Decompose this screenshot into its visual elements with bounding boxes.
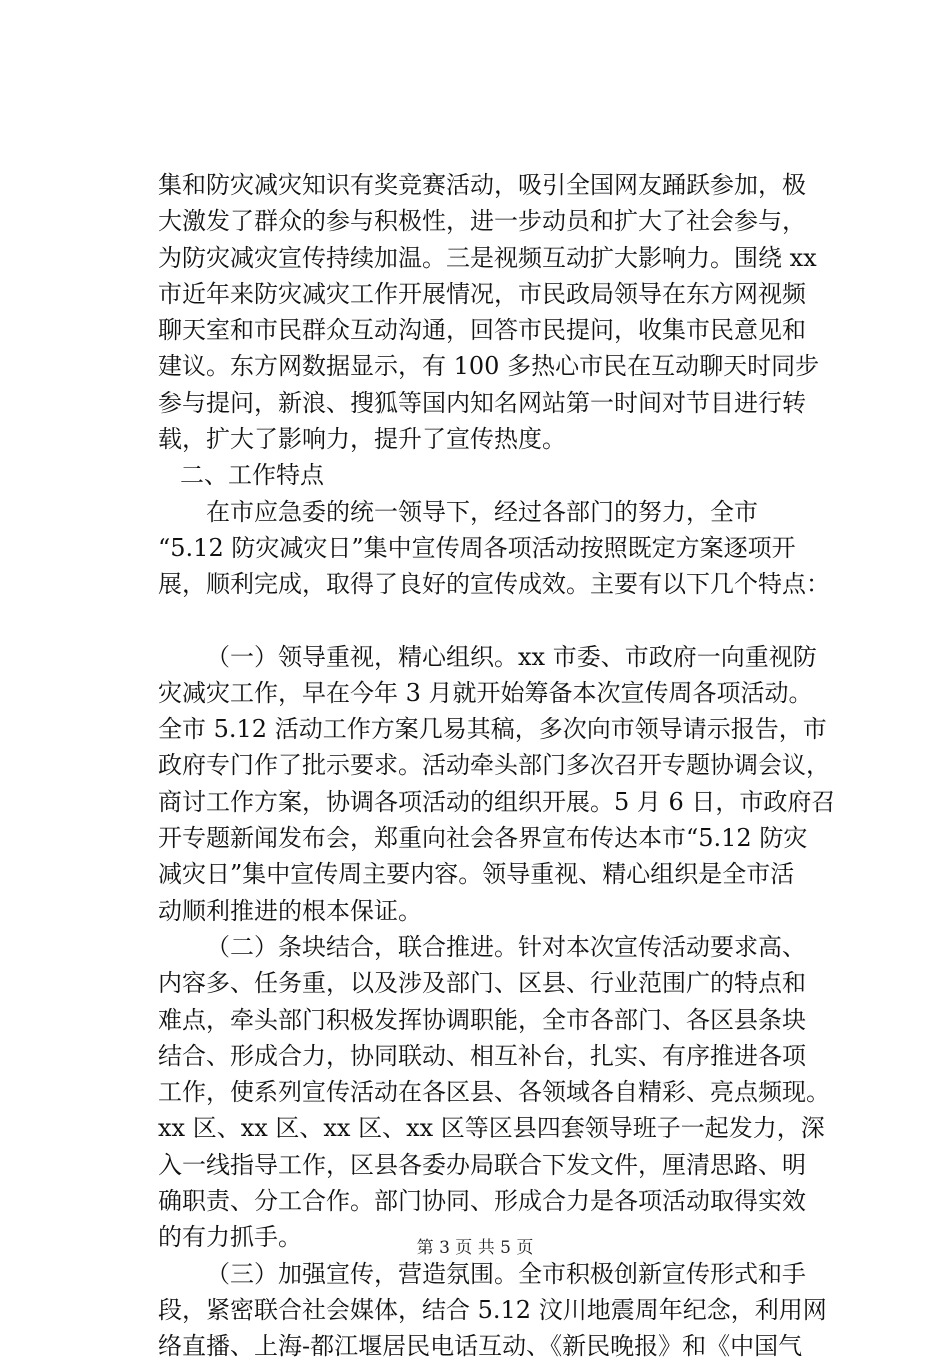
text-line: 确职责、分工合作。部门协同、形成合力是各项活动取得实效	[158, 1187, 806, 1216]
text-line: 全市 5.12 活动工作方案几易其稿，多次向市领导请示报告，市	[158, 715, 827, 744]
text-line: 动顺利推进的根本保证。	[158, 896, 422, 925]
text-line: （三）加强宣传，营造氛围。全市积极创新宣传形式和手	[206, 1259, 806, 1288]
text-line: 入一线指导工作，区县各委办局联合下发文件，厘清思路、明	[158, 1150, 806, 1179]
text-line: 结合、形成合力，协同联动、相互补台，扎实、有序推进各项	[158, 1041, 806, 1070]
text-line: 内容多、任务重，以及涉及部门、区县、行业范围广的特点和	[158, 969, 806, 998]
text-line: 络直播、上海-都江堰居民电话互动、《新民晚报》和《中国气	[158, 1332, 803, 1361]
section-heading-text: 二、工作特点	[180, 461, 324, 490]
text-line: 在市应急委的统一领导下，经过各部门的努力，全市	[206, 497, 758, 526]
paragraph-feature-1	[158, 639, 848, 929]
text-line: 集和防灾减灾知识有奖竞赛活动，吸引全国网友踊跃参加，极	[158, 171, 806, 199]
text-line: 大激发了群众的参与积极性，进一步动员和扩大了社会参与，	[158, 207, 806, 236]
page-number-footer: 第 3 页 共 5 页	[416, 1238, 534, 1258]
paragraph-feature-3	[158, 1256, 848, 1365]
text-line: 聊天室和市民群众互动沟通，回答市民提问，收集市民意见和	[158, 316, 806, 345]
document-body	[158, 167, 848, 1365]
paragraph-feature-2	[158, 929, 848, 1256]
text-line: 市近年来防灾减灾工作开展情况，市民政局领导在东方网视频	[158, 279, 806, 308]
text-line: 商讨工作方案，协调各项活动的组织开展。5 月 6 日，市政府召	[158, 787, 836, 816]
paragraph-summary	[158, 494, 848, 603]
text-line: （一）领导重视，精心组织。xx 市委、市政府一向重视防	[206, 642, 817, 671]
text-line: 难点，牵头部门积极发挥协调职能，全市各部门、各区县条块	[158, 1005, 806, 1034]
text-line: 展，顺利完成，取得了良好的宣传成效。主要有以下几个特点：	[158, 570, 830, 599]
text-line: 工作，使系列宣传活动在各区县、各领域各自精彩、亮点频现。	[158, 1078, 830, 1107]
text-line: 灾减灾工作，早在今年 3 月就开始筹备本次宣传周各项活动。	[158, 678, 813, 707]
text-line: 参与提问，新浪、搜狐等国内知名网站第一时间对节目进行转	[158, 388, 806, 417]
text-line: 政府专门作了批示要求。活动牵头部门多次召开专题协调会议，	[158, 751, 830, 780]
text-line: 开专题新闻发布会，郑重向社会各界宣布传达本市“5.12 防灾	[158, 824, 808, 853]
text-line: 建议。东方网数据显示，有 100 多热心市民在互动聊天时同步	[158, 352, 820, 381]
text-line: 为防灾减灾宣传持续加温。三是视频互动扩大影响力。围绕 xx	[158, 243, 817, 272]
text-line: xx 区、xx 区、xx 区、xx 区等区县四套领导班子一起发力，深	[158, 1114, 825, 1143]
text-line: 载，扩大了影响力，提升了宣传热度。	[158, 425, 566, 454]
text-line: “5.12 防灾减灾日”集中宣传周各项活动按照既定方案逐项开	[158, 533, 796, 562]
paragraph-gap	[158, 603, 848, 639]
text-line: 段，紧密联合社会媒体，结合 5.12 汶川地震周年纪念，利用网	[158, 1295, 827, 1324]
section-heading	[158, 457, 848, 493]
paragraph-intro	[158, 167, 848, 457]
text-line: （二）条块结合，联合推进。针对本次宣传活动要求高、	[206, 932, 806, 961]
text-line: 的有力抓手。	[158, 1223, 302, 1252]
text-line: 减灾日”集中宣传周主要内容。领导重视、精心组织是全市活	[158, 860, 795, 889]
